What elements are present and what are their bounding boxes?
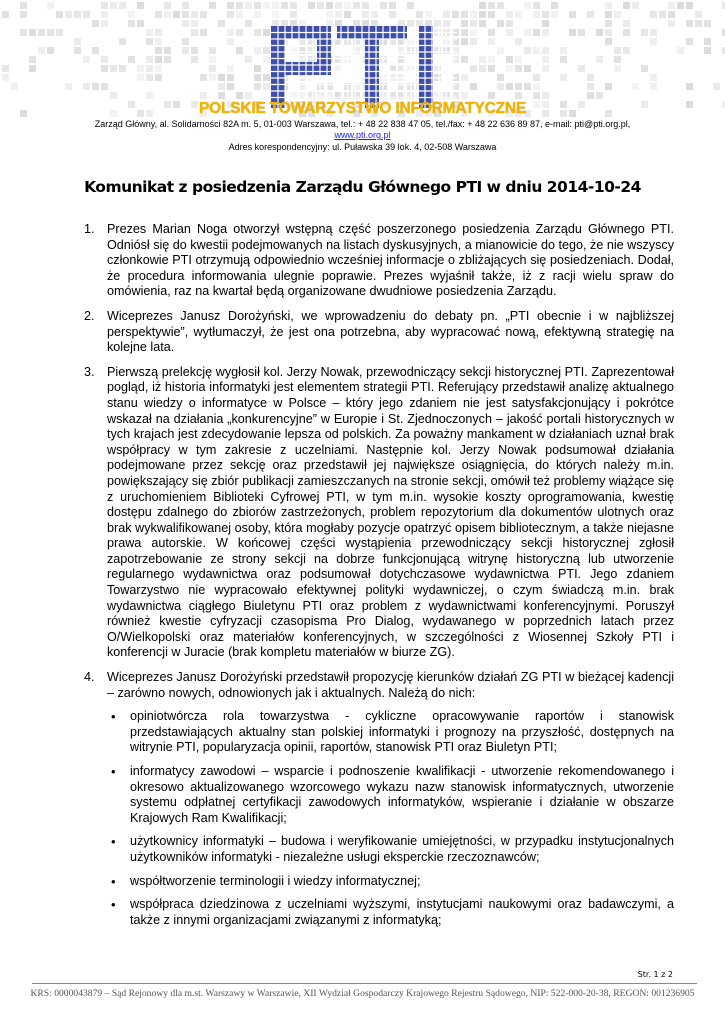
pixel-square bbox=[650, 74, 657, 81]
pixel-square bbox=[245, 92, 252, 99]
pixel-square bbox=[47, 2, 54, 9]
pixel-square bbox=[47, 47, 54, 54]
pixel-square bbox=[263, 47, 270, 54]
pixel-square bbox=[254, 47, 261, 54]
document-title: Komunikat z posiedzenia Zarządu Głównego PTI w dniu 2014-10-24 bbox=[84, 178, 641, 196]
pixel-square bbox=[560, 47, 567, 54]
pixel-square bbox=[245, 20, 252, 27]
pixel-square bbox=[218, 20, 225, 27]
pixel-square bbox=[506, 56, 513, 63]
pixel-square bbox=[542, 65, 549, 72]
pixel-square bbox=[704, 38, 711, 45]
pixel-square bbox=[20, 11, 27, 18]
bullet-item bbox=[107, 874, 674, 890]
pixel-square bbox=[623, 47, 630, 54]
pixel-square bbox=[191, 29, 198, 36]
pixel-square bbox=[101, 2, 108, 9]
pixel-square bbox=[56, 29, 63, 36]
pixel-square bbox=[344, 11, 351, 18]
item-text: Pierwszą prelekcję wygłosił kol. Jerzy Nowak, przewodniczący sekcji historycznej PTI. Zaprezentował pogląd, iż historia informatyki jest elementem strategii PTI. Referujący przedstawił analizę aktualnego stanu wiedzy o informatyce w Polsce – który jego zdaniem nie jest satysfakcjonujący i pokrótce wskazał na działania „konkurencyjne” w Europie i St. Zjednoczonych – jakość portali historycznych w tych krajach jest zdecydowanie lepsza od polskich. Za poważny mankament w działaniach uznał brak współpracy w tym zakresie z uczelniami. Następnie kol. Jerzy Nowak podsumował działania podejmowane przez sekcję oraz przedstawił jej największe osiągnięcia, do których należy m.in. powiększający się zbiór publikacji zamieszczanych na stronie sekcji, omówił też problemy wiążące się z uruchomieniem Biblioteki Cyfrowej PTI, w tym m.in. wysokie koszty oprogramowania, kwestię dostępu zdalnego do zbiorów zastrzeżonych, problem repozytorium dla dokumentów ulotnych oraz brak wykwalifikowanej osoby, która mogłaby pozycje opatrzyć opisem bibliotecznym, a także niejasne prawa autorskie. W końcowej części wystąpienia przewodniczący sekcji historycznej zgłosił zapotrzebowanie ze strony sekcji na dobrze funkcjonującą witrynę historyczną lub utworzenie regularnego wydawnictwa oraz podsumował dotychczasowe wydawnictwa PTI. Jego zdaniem Towarzystwo nie wypracowało efektywnej polityki wydawniczej, o czym świadczą m.in. brak wydawnictwa ciągłego Biuletynu PTI oraz problem z wydawnictwami konferencyjnymi. Poruszył również kwestie cyfryzacji czasopisma Pro Dialog, wydawanego w poprzednich latach przez O/Wielkopolski oraz materiałów konferencyjnych, w szczególności z Wiosennej Szkoły PTI i konferencji w Juracie (brak kompletu materiałów w biurze ZG). bbox=[107, 364, 674, 660]
pixel-square bbox=[29, 29, 36, 36]
pixel-square bbox=[245, 2, 252, 9]
pixel-square bbox=[362, 2, 369, 9]
pixel-square bbox=[686, 83, 693, 90]
pixel-square bbox=[650, 38, 657, 45]
footer-divider bbox=[32, 983, 697, 984]
pixel-square bbox=[524, 47, 531, 54]
pixel-square bbox=[596, 29, 603, 36]
item-text: Wiceprezes Janusz Dorożyński przedstawił propozycję kierunków działań ZG PTI w bieżącej kadencji – zarówno nowych, odnowionych jak i aktualnych. Należą do nich: bbox=[107, 670, 674, 700]
list-item bbox=[84, 222, 674, 300]
pixel-square bbox=[425, 11, 432, 18]
pixel-square bbox=[227, 38, 234, 45]
item-text: Prezes Marian Noga otworzył wstępną część poszerzonego posiedzenia Zarządu Głównego PTI. Odniósł się do kwestii podejmowanych na listach dyskusyjnych, a mianowicie do tego, że nie wszyscy członkowie PTI otrzymują odpowiednio wcześniej informacje o zbliżających się posiedzeniach. Dodał, że procedura informowania ulegnie poprawie. Prezes wyjaśnił także, iż z racji wielu spraw do omówienia, raz na kwartał będą organizowane dwudniowe posiedzenia Zarządu. bbox=[107, 222, 674, 299]
pixel-square bbox=[218, 83, 225, 90]
pixel-square bbox=[128, 56, 135, 63]
pixel-square bbox=[470, 29, 477, 36]
pixel-square bbox=[191, 56, 198, 63]
pixel-square bbox=[110, 65, 117, 72]
pixel-square bbox=[2, 11, 9, 18]
bullet-item bbox=[107, 764, 674, 826]
pixel-square bbox=[254, 83, 261, 90]
pixel-square bbox=[20, 29, 27, 36]
bullet-icon: • bbox=[111, 709, 116, 725]
bullet-list bbox=[107, 709, 674, 928]
pixel-square bbox=[470, 20, 477, 27]
pixel-square bbox=[479, 20, 486, 27]
item-number: 4. bbox=[84, 670, 95, 685]
pixel-square bbox=[164, 2, 171, 9]
pixel-square bbox=[569, 11, 576, 18]
pixel-square bbox=[308, 2, 315, 9]
pixel-square bbox=[533, 83, 540, 90]
bullet-icon: • bbox=[111, 897, 116, 913]
pixel-square bbox=[560, 74, 567, 81]
pixel-square bbox=[551, 11, 558, 18]
pixel-square bbox=[236, 2, 243, 9]
pixel-square bbox=[506, 20, 513, 27]
pixel-square bbox=[74, 11, 81, 18]
pixel-square bbox=[47, 29, 54, 36]
pixel-square bbox=[236, 92, 243, 99]
pixel-square bbox=[128, 20, 135, 27]
pixel-square bbox=[614, 56, 621, 63]
item-number: 1. bbox=[84, 222, 95, 236]
pixel-square bbox=[110, 2, 117, 9]
website-line bbox=[0, 130, 725, 141]
pixel-square bbox=[605, 29, 612, 36]
pixel-square bbox=[182, 20, 189, 27]
pixel-square bbox=[164, 56, 171, 63]
pixel-square bbox=[236, 29, 243, 36]
pixel-square bbox=[137, 65, 144, 72]
pixel-square bbox=[146, 38, 153, 45]
pixel-square bbox=[578, 29, 585, 36]
pixel-square bbox=[461, 56, 468, 63]
pixel-square bbox=[335, 11, 342, 18]
pixel-square bbox=[155, 56, 162, 63]
pixel-square bbox=[227, 83, 234, 90]
item-number: 2. bbox=[84, 308, 95, 323]
pixel-square bbox=[335, 2, 342, 9]
pixel-square bbox=[2, 74, 9, 81]
pixel-square bbox=[596, 92, 603, 99]
pixel-square bbox=[263, 29, 270, 36]
pixel-square bbox=[146, 56, 153, 63]
pixel-square bbox=[119, 2, 126, 9]
pixel-square bbox=[461, 20, 468, 27]
page-number: Str. 1 z 2 bbox=[637, 970, 673, 979]
pixel-square bbox=[281, 2, 288, 9]
pixel-square bbox=[83, 11, 90, 18]
pixel-square bbox=[470, 38, 477, 45]
pixel-square bbox=[488, 38, 495, 45]
pixel-square bbox=[344, 2, 351, 9]
pixel-square bbox=[101, 83, 108, 90]
pixel-square bbox=[524, 65, 531, 72]
pixel-square bbox=[119, 38, 126, 45]
pixel-square bbox=[542, 92, 549, 99]
pixel-square bbox=[182, 47, 189, 54]
pixel-square bbox=[587, 92, 594, 99]
pixel-square bbox=[524, 83, 531, 90]
pixel-square bbox=[200, 92, 207, 99]
pixel-square bbox=[254, 74, 261, 81]
pixel-square bbox=[227, 65, 234, 72]
pixel-square bbox=[497, 74, 504, 81]
pixel-square bbox=[488, 65, 495, 72]
pixel-square bbox=[290, 11, 297, 18]
pixel-square bbox=[146, 65, 153, 72]
pixel-square bbox=[515, 56, 522, 63]
document-body bbox=[84, 222, 674, 937]
bullet-icon: • bbox=[111, 834, 116, 850]
pixel-square bbox=[452, 11, 459, 18]
pixel-square bbox=[254, 11, 261, 18]
pixel-square bbox=[236, 11, 243, 18]
pixel-square bbox=[182, 38, 189, 45]
bullet-icon: • bbox=[111, 764, 116, 779]
pixel-square bbox=[704, 47, 711, 54]
pixel-square bbox=[200, 11, 207, 18]
pixel-square bbox=[632, 2, 639, 9]
pixel-square bbox=[515, 83, 522, 90]
pixel-square bbox=[209, 2, 216, 9]
bullet-text: opiniotwórcza rola towarzystwa - cykliczne opracowywanie raportów i stanowisk przedstawiających aktualny stan polskiej informatyki i prognozy na przyszłość, dostępnych na witrynie PTI, popularyzacja opinii, raportów, stanowisk PTI oraz Biuletyn PTI; bbox=[130, 709, 674, 755]
pixel-square bbox=[587, 74, 594, 81]
pixel-square bbox=[668, 20, 675, 27]
pixel-square bbox=[542, 11, 549, 18]
pixel-square bbox=[155, 38, 162, 45]
pixel-square bbox=[227, 2, 234, 9]
pixel-square bbox=[272, 2, 279, 9]
pixel-square bbox=[542, 56, 549, 63]
pixel-square bbox=[173, 11, 180, 18]
pixel-square bbox=[236, 47, 243, 54]
pixel-square bbox=[614, 65, 621, 72]
pixel-square bbox=[605, 20, 612, 27]
pixel-square bbox=[83, 56, 90, 63]
pixel-square bbox=[65, 83, 72, 90]
pixel-square bbox=[470, 11, 477, 18]
pixel-square bbox=[254, 29, 261, 36]
pixel-square bbox=[623, 20, 630, 27]
society-name: POLSKIE TOWARZYSTWO INFORMATYCZNE bbox=[199, 100, 526, 117]
pixel-square bbox=[560, 56, 567, 63]
pixel-square bbox=[155, 11, 162, 18]
pixel-square bbox=[461, 11, 468, 18]
letterhead bbox=[0, 0, 725, 156]
pixel-square bbox=[515, 92, 522, 99]
pixel-square bbox=[38, 29, 45, 36]
pixel-square bbox=[479, 65, 486, 72]
pixel-square bbox=[254, 2, 261, 9]
pixel-square bbox=[461, 92, 468, 99]
pixel-square bbox=[605, 83, 612, 90]
pixel-square bbox=[524, 2, 531, 9]
pixel-square bbox=[20, 2, 27, 9]
bullet-text: informatycy zawodowi – wsparcie i podnoszenie kwalifikacji - utworzenie rekomendowanego i okresowo aktualizowanego wzorcowego wykazu nazw stanowisk informatycznych, utworzenie systemu odpłatnej certyfikacji zawodowych informatyków, wspieranie i działanie w obszarze Krajowych Ram Kwalifikacji; bbox=[130, 764, 674, 825]
pixel-square bbox=[272, 11, 279, 18]
pixel-square bbox=[164, 47, 171, 54]
pixel-square bbox=[11, 83, 18, 90]
pixel-square bbox=[92, 20, 99, 27]
pixel-square bbox=[200, 29, 207, 36]
pixel-square bbox=[128, 11, 135, 18]
pixel-square bbox=[488, 2, 495, 9]
pixel-square bbox=[191, 20, 198, 27]
pixel-square bbox=[182, 2, 189, 9]
pixel-square bbox=[380, 2, 387, 9]
pixel-square bbox=[596, 56, 603, 63]
pixel-square bbox=[506, 83, 513, 90]
pixel-square bbox=[461, 74, 468, 81]
pixel-square bbox=[569, 29, 576, 36]
pixel-square bbox=[506, 11, 513, 18]
pixel-square bbox=[461, 29, 468, 36]
bullet-text: współtworzenie terminologii i wiedzy informatycznej; bbox=[130, 873, 421, 888]
pixel-square bbox=[137, 74, 144, 81]
pixel-square bbox=[371, 11, 378, 18]
correspondence-address: Adres korespondencyjny: ul. Puławska 39 lok. 4, 02-508 Warszawa bbox=[228, 142, 497, 152]
pixel-square bbox=[578, 65, 585, 72]
pixel-square bbox=[677, 2, 684, 9]
list-item bbox=[84, 365, 674, 661]
pixel-square bbox=[317, 2, 324, 9]
bullet-text: użytkownicy informatyki – budowa i weryfikowanie umiejętności, w przypadku instytucjonalnych użytkowników informatyki - niezależne usługi eksperckie rzeczoznawców; bbox=[130, 834, 674, 864]
pixel-square bbox=[614, 47, 621, 54]
bullet-item bbox=[107, 709, 674, 756]
pixel-square bbox=[515, 38, 522, 45]
pixel-square bbox=[488, 92, 495, 99]
pixel-square bbox=[227, 11, 234, 18]
pixel-square bbox=[686, 2, 693, 9]
pixel-square bbox=[326, 2, 333, 9]
pixel-square bbox=[650, 83, 657, 90]
pixel-square bbox=[668, 2, 675, 9]
pixel-square bbox=[623, 2, 630, 9]
pixel-square bbox=[29, 65, 36, 72]
pixel-square bbox=[605, 11, 612, 18]
pixel-square bbox=[605, 38, 612, 45]
pixel-square bbox=[254, 65, 261, 72]
pixel-square bbox=[614, 11, 621, 18]
registry-info: KRS: 0000043879 – Sąd Rejonowy dla m.st. Warszawy w Warszawie, XII Wydział Gospodarczy Krajowego Rejestru Sądowego, NIP: 522-000-20-38, REGON: 001236905 bbox=[30, 988, 695, 999]
list-item bbox=[84, 670, 674, 928]
pixel-square bbox=[470, 65, 477, 72]
pixel-square bbox=[479, 11, 486, 18]
pixel-square bbox=[542, 29, 549, 36]
pixel-square bbox=[650, 11, 657, 18]
pixel-square bbox=[200, 74, 207, 81]
pixel-square bbox=[263, 56, 270, 63]
pixel-square bbox=[263, 83, 270, 90]
pixel-square bbox=[137, 20, 144, 27]
pixel-square bbox=[704, 20, 711, 27]
pixel-square bbox=[164, 11, 171, 18]
pixel-square bbox=[416, 11, 423, 18]
pixel-square bbox=[695, 20, 702, 27]
pixel-square bbox=[218, 92, 225, 99]
pixel-square bbox=[497, 2, 504, 9]
pixel-square bbox=[326, 11, 333, 18]
pixel-square bbox=[389, 11, 396, 18]
item-number: 3. bbox=[84, 364, 95, 379]
pixel-square bbox=[623, 29, 630, 36]
pixel-square bbox=[407, 2, 414, 9]
bullet-icon: • bbox=[111, 873, 116, 889]
pixel-square bbox=[353, 2, 360, 9]
pixel-square bbox=[515, 11, 522, 18]
pixel-square bbox=[713, 83, 720, 90]
pixel-square bbox=[191, 47, 198, 54]
pixel-square bbox=[587, 11, 594, 18]
pixel-square bbox=[74, 38, 81, 45]
pixel-square bbox=[479, 56, 486, 63]
pixel-square bbox=[155, 29, 162, 36]
pixel-square bbox=[650, 29, 657, 36]
website-link[interactable]: www.pti.org.pl bbox=[334, 130, 391, 140]
pixel-square bbox=[362, 11, 369, 18]
pixel-square bbox=[551, 2, 558, 9]
pixel-square bbox=[29, 56, 36, 63]
pti-logo bbox=[271, 26, 457, 108]
pixel-square bbox=[92, 83, 99, 90]
list-item bbox=[84, 309, 674, 356]
pixel-square bbox=[542, 47, 549, 54]
pixel-square bbox=[641, 65, 648, 72]
pixel-square bbox=[515, 65, 522, 72]
pixel-square bbox=[2, 65, 9, 72]
pixel-square bbox=[155, 65, 162, 72]
pixel-square bbox=[533, 47, 540, 54]
pixel-square bbox=[74, 47, 81, 54]
pixel-square bbox=[227, 74, 234, 81]
pixel-square bbox=[632, 83, 639, 90]
pixel-square bbox=[686, 20, 693, 27]
pixel-square bbox=[533, 74, 540, 81]
pixel-square bbox=[587, 83, 594, 90]
pixel-square bbox=[209, 65, 216, 72]
pixel-square bbox=[263, 74, 270, 81]
pixel-square bbox=[209, 56, 216, 63]
pixel-square bbox=[191, 11, 198, 18]
pixel-square bbox=[506, 65, 513, 72]
pixel-square bbox=[533, 92, 540, 99]
pixel-square bbox=[506, 29, 513, 36]
pixel-square bbox=[488, 29, 495, 36]
address-line: Zarząd Główny, al. Solidarności 82A m. 5, 01-003 Warszawa, tel.: + 48 22 838 47 05, tel./fax: + 48 22 636 89 87, e-mail: pti@pti.org.pl, bbox=[94, 119, 631, 129]
bullet-text: współpraca dziedzinowa z uczelniami wyższymi, instytucjami naukowymi oraz badawczymi, a także z innymi organizacjami związanymi z informatyką; bbox=[130, 897, 674, 927]
pixel-square bbox=[659, 11, 666, 18]
pixel-square bbox=[146, 74, 153, 81]
pixel-square bbox=[101, 20, 108, 27]
item-text: Wiceprezes Janusz Dorożyński, we wprowadzeniu do debaty pn. „PTI obecnie i w najbliższej perspektywie”, wytłumaczył, że jest ona potrzebna, aby wypracować nową, efektywną strategię na kolejne lata. bbox=[107, 308, 674, 355]
pixel-square bbox=[488, 11, 495, 18]
pixel-square bbox=[83, 83, 90, 90]
pixel-square bbox=[218, 74, 225, 81]
pixel-square bbox=[245, 56, 252, 63]
pixel-square bbox=[470, 83, 477, 90]
pixel-square bbox=[533, 2, 540, 9]
pixel-square bbox=[182, 11, 189, 18]
pixel-square bbox=[263, 2, 270, 9]
pixel-square bbox=[641, 29, 648, 36]
pixel-square bbox=[533, 29, 540, 36]
pixel-square bbox=[443, 11, 450, 18]
pixel-square bbox=[542, 20, 549, 27]
pixel-square bbox=[677, 47, 684, 54]
pixel-square bbox=[137, 2, 144, 9]
pixel-square bbox=[38, 47, 45, 54]
pixel-square bbox=[155, 74, 162, 81]
pixel-square bbox=[65, 11, 72, 18]
pixel-square bbox=[92, 47, 99, 54]
pixel-square bbox=[461, 38, 468, 45]
pixel-square bbox=[497, 83, 504, 90]
pixel-square bbox=[488, 56, 495, 63]
pixel-square bbox=[119, 65, 126, 72]
pixel-square bbox=[146, 92, 153, 99]
pixel-square bbox=[101, 65, 108, 72]
pixel-square bbox=[227, 29, 234, 36]
pixel-square bbox=[389, 2, 396, 9]
pixel-square bbox=[101, 56, 108, 63]
pixel-square bbox=[56, 11, 63, 18]
pixel-square bbox=[497, 20, 504, 27]
pixel-square bbox=[497, 47, 504, 54]
pixel-square bbox=[479, 2, 486, 9]
pixel-square bbox=[155, 47, 162, 54]
pixel-square bbox=[605, 2, 612, 9]
pixel-square bbox=[101, 11, 108, 18]
pixel-square bbox=[110, 92, 117, 99]
pixel-square bbox=[668, 11, 675, 18]
bullet-item bbox=[107, 897, 674, 928]
pixel-square bbox=[209, 74, 216, 81]
pixel-square bbox=[686, 38, 693, 45]
pixel-square bbox=[695, 11, 702, 18]
pixel-square bbox=[146, 29, 153, 36]
pixel-square bbox=[524, 29, 531, 36]
pixel-square bbox=[533, 11, 540, 18]
pixel-square bbox=[290, 2, 297, 9]
pixel-square bbox=[209, 47, 216, 54]
bullet-item bbox=[107, 834, 674, 865]
